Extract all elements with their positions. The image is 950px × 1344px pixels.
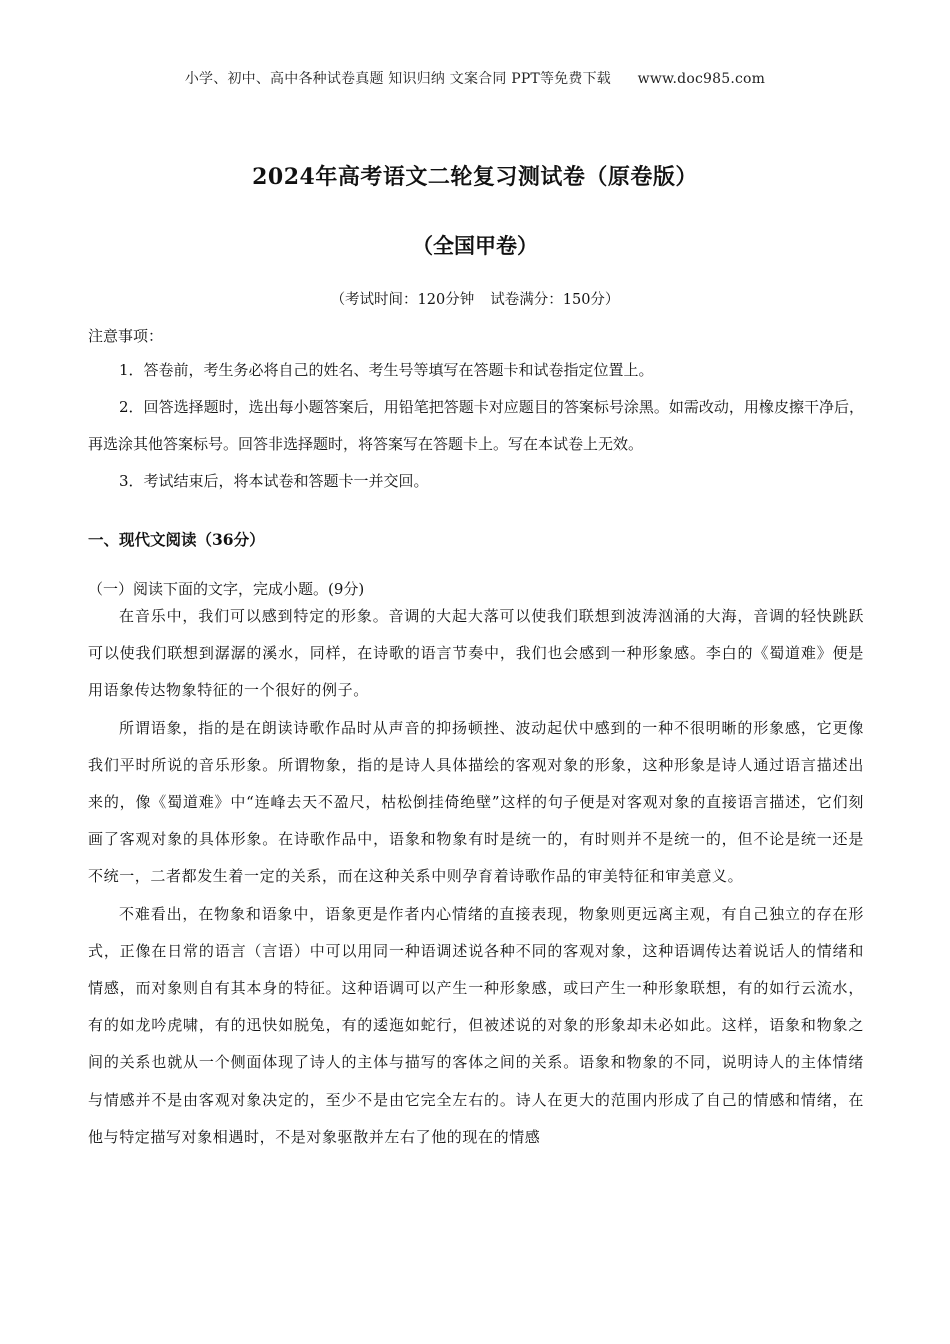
section-title: 一、现代文阅读（36分） [88, 530, 265, 549]
passage-paragraph: 所谓语象，指的是在朗读诗歌作品时从声音的抑扬顿挫、波动起伏中感到的一种不很明晰的形象感，它更像我们平时所说的音乐形象。所谓物象，指的是诗人具体描绘的客观对象的形象，这种形象是诗人通过语言描述出来的，像《蜀道难》中“连峰去天不盈尺，枯松倒挂倚绝壁”这样的句子便是对客观对象的直接语言描述，它们刻画了客观对象的具体形象。在诗歌作品中，语象和物象有时是统一的，有时则并不是统一的，但不论是统一还是不统一，二者都发生着一定的关系，而在这种关系中则孕育着诗歌作品的审美特征和审美意义。 [88, 718, 864, 886]
document-subtitle: （全国甲卷） [412, 233, 538, 258]
exam-time: （考试时间：120分钟 [330, 292, 475, 308]
header-site-link[interactable]: www.doc985.com [637, 71, 766, 87]
notice-title: 注意事项： [88, 327, 164, 345]
exam-info [0, 288, 950, 309]
full-score: 试卷满分：150分） [490, 292, 620, 308]
document-title: 2024年高考语文二轮复习测试卷（原卷版） [252, 164, 698, 190]
notice-list [88, 352, 864, 500]
header-banner-text: 小学、初中、高中各种试卷真题 知识归纳 文案合同 PPT等免费下载 [184, 71, 611, 87]
notice-item: 2．回答选择题时，选出每小题答案后，用铅笔把答题卡对应题目的答案标号涂黑。如需改动，用橡皮擦干净后，再选涂其他答案标号。回答非选择题时，将答案写在答题卡上。写在本试卷上无效。 [88, 398, 864, 453]
passage-paragraph: 在音乐中，我们可以感到特定的形象。音调的大起大落可以使我们联想到波涛汹涌的大海，音调的轻快跳跃可以使我们联想到潺潺的溪水，同样，在诗歌的语言节奏中，我们也会感到一种形象感。李白的《蜀道难》便是用语象传达物象特征的一个很好的例子。 [88, 607, 864, 700]
notice-item: 3．考试结束后，将本试卷和答题卡一并交回。 [119, 472, 429, 490]
part-title: （一）阅读下面的文字，完成小题。(9分) [88, 580, 365, 598]
notice-item: 1．答卷前，考生务必将自己的姓名、考生号等填写在答题卡和试卷指定位置上。 [119, 361, 654, 379]
reading-passage [88, 598, 864, 1156]
page-header [0, 68, 950, 88]
passage-paragraph: 不难看出，在物象和语象中，语象更是作者内心情绪的直接表现，物象则更远离主观，有自己独立的存在形式，正像在日常的语言（言语）中可以用同一种语调述说各种不同的客观对象，这种语调传达着说话人的情绪和情感，而对象则自有其本身的特征。这种语调可以产生一种形象感，或曰产生一种形象联想，有的如行云流水，有的如龙吟虎啸，有的迅快如脱兔，有的逶迤如蛇行，但被述说的对象的形象却未必如此。这样，语象和物象之间的关系也就从一个侧面体现了诗人的主体与描写的客体之间的关系。语象和物象的不同，说明诗人的主体情绪与情感并不是由客观对象决定的，至少不是由它完全左右的。诗人在更大的范围内形成了自己的情感和情绪，在他与特定描写对象相遇时，不是对象驱散并左右了他的现在的情感 [88, 904, 864, 1146]
